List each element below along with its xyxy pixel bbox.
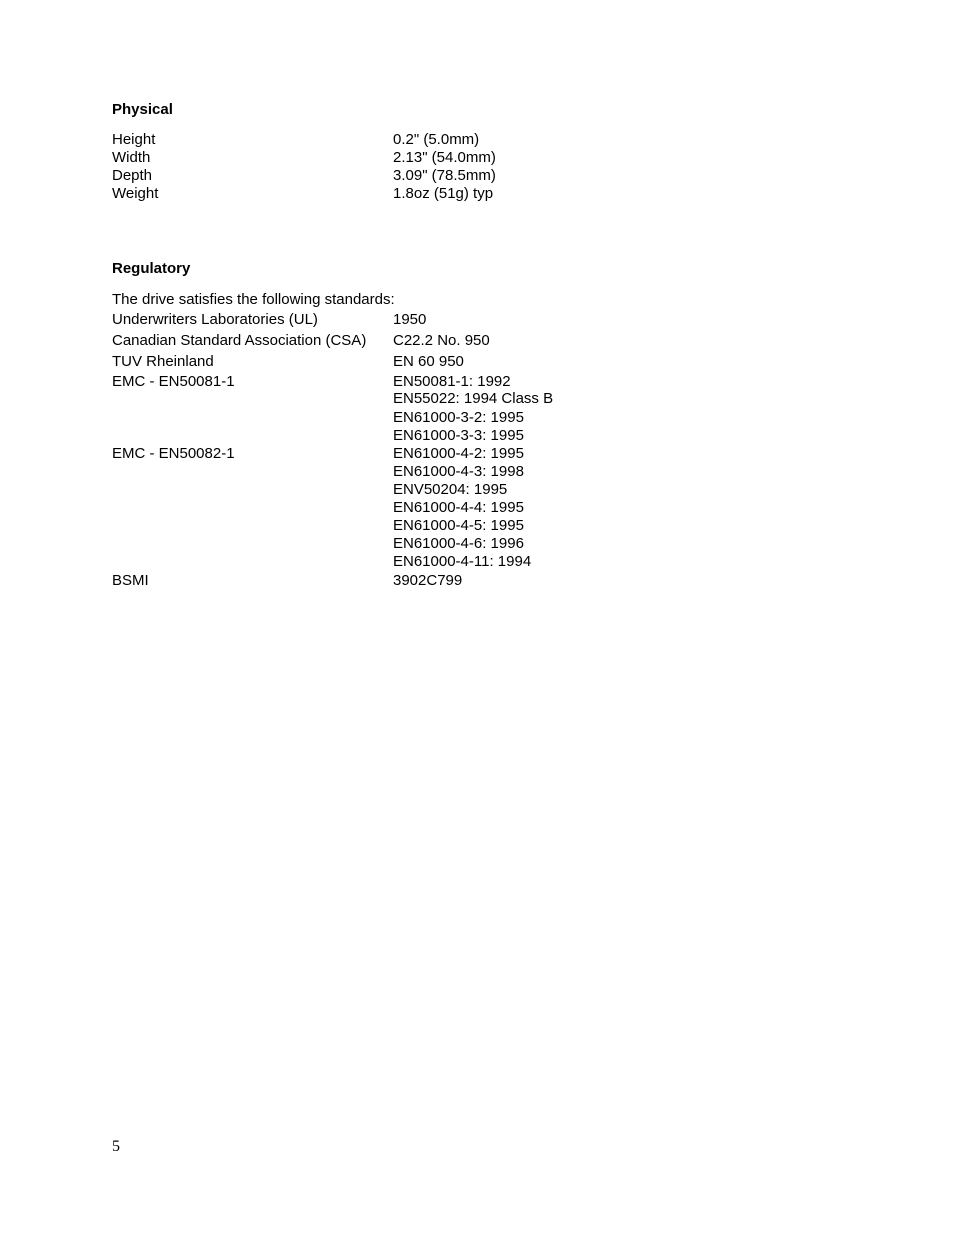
standard-label: BSMI [112, 572, 149, 589]
standard-value: 1950 [393, 311, 427, 328]
physical-label: Height [112, 131, 156, 148]
standard-value: EN50081-1: 1992 [393, 373, 511, 390]
standard-value: EN61000-4-4: 1995 [393, 499, 524, 516]
physical-row [112, 185, 812, 203]
physical-value: 1.8oz (51g) typ [393, 185, 494, 202]
standard-value: ENV50204: 1995 [393, 481, 508, 498]
standard-value: EN61000-4-6: 1996 [393, 535, 524, 552]
standard-value: EN61000-4-11: 1994 [393, 553, 532, 570]
regulatory-row [112, 481, 812, 499]
standard-value: EN61000-4-3: 1998 [393, 463, 524, 480]
standard-value: C22.2 No. 950 [393, 332, 490, 349]
standard-value: EN 60 950 [393, 353, 464, 370]
physical-row [112, 131, 812, 149]
standard-value: EN61000-4-2: 1995 [393, 445, 524, 462]
physical-label: Depth [112, 167, 153, 184]
regulatory-row [112, 427, 812, 445]
standard-value: EN61000-4-5: 1995 [393, 517, 524, 534]
regulatory-row [112, 517, 812, 535]
physical-label: Width [112, 149, 151, 166]
standard-label: Underwriters Laboratories (UL) [112, 311, 318, 328]
regulatory-row [112, 353, 812, 371]
regulatory-row [112, 311, 812, 329]
physical-label: Weight [112, 185, 159, 202]
standard-value: EN61000-3-3: 1995 [393, 427, 524, 444]
regulatory-row [112, 409, 812, 427]
physical-value: 2.13" (54.0mm) [393, 149, 496, 166]
physical-value: 0.2" (5.0mm) [393, 131, 480, 148]
regulatory-row [112, 463, 812, 481]
physical-row [112, 149, 812, 167]
physical-row [112, 167, 812, 185]
standard-label: EMC - EN50081-1 [112, 373, 235, 390]
regulatory-row [112, 553, 812, 571]
standard-label: Canadian Standard Association (CSA) [112, 332, 367, 349]
regulatory-intro: The drive satisfies the following standards: [112, 291, 395, 308]
regulatory-row [112, 373, 812, 391]
regulatory-row [112, 572, 812, 590]
standard-label: EMC - EN50082-1 [112, 445, 235, 462]
regulatory-heading: Regulatory [112, 260, 191, 277]
standard-value: EN61000-3-2: 1995 [393, 409, 524, 426]
regulatory-row [112, 390, 812, 408]
regulatory-row [112, 499, 812, 517]
standard-value: EN55022: 1994 Class B [393, 390, 554, 407]
page-number: 5 [112, 1138, 120, 1155]
physical-value: 3.09" (78.5mm) [393, 167, 496, 184]
regulatory-row [112, 445, 812, 463]
physical-heading: Physical [112, 101, 173, 118]
standard-value: 3902C799 [393, 572, 463, 589]
regulatory-row [112, 332, 812, 350]
standard-label: TUV Rheinland [112, 353, 214, 370]
regulatory-row [112, 535, 812, 553]
